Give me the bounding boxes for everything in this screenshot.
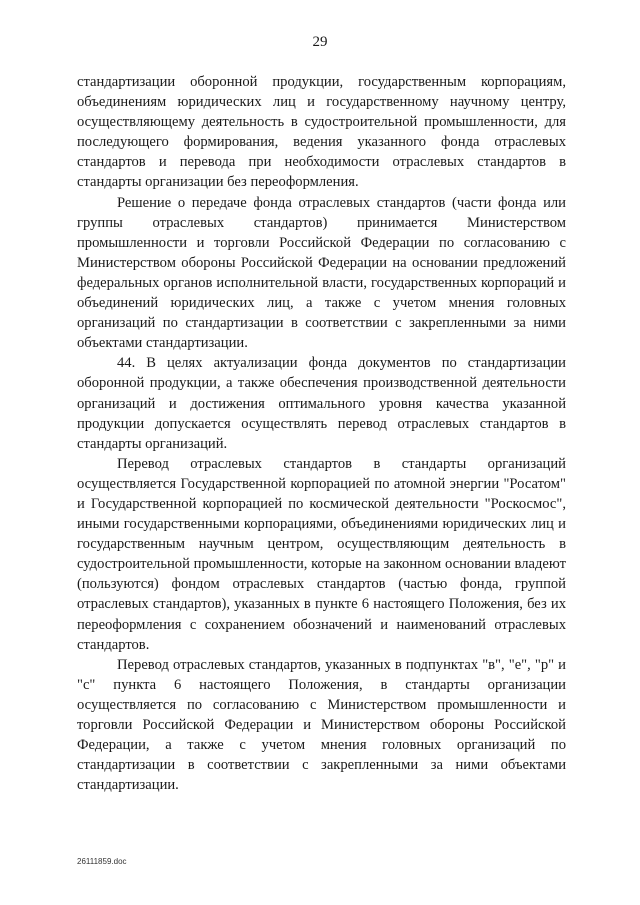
footer-file-name: 26111859.doc (77, 857, 127, 866)
paragraph-clause-44: 44. В целях актуализации фонда документов по стандартизации оборонной продукции, а также обеспечения производственной деятельности организаций и достижения оптимального уровня качества указанной продукции допускается осуществлять перевод отраслевых стандартов в стандарты организаций. (77, 355, 566, 452)
document-body (77, 72, 566, 795)
paragraph-decision-transfer: Решение о передаче фонда отраслевых стандартов (части фонда или группы отраслевых стандартов) принимается Министерством промышленности и торговли Российской Федерации по согласованию с Министерством обороны Российской Федерации на основании предложений федеральных органов исполнительной власти, государственных корпораций и объединений юридических лиц, а также с учетом мнения головных организаций по стандартизации в соответствии с закрепленными за ними объектами стандартизации. (77, 194, 566, 352)
paragraph-transfer-by-corporations: Перевод отраслевых стандартов в стандарты организаций осуществляется Государственной корпорацией по атомной энергии "Росатом" и Государственной корпорацией по космической деятельности "Роскосмос", иными государственными корпорациями, объединениями юридических лиц и государственным научным центром, осуществляющим деятельность в судостроительной промышленности, которые на законном основании владеют (пользуются) фондом отраслевых стандартов (частью фонда, группой отраслевых стандартов), указанных в пункте 6 настоящего Положения, без их переоформления с сохранением обозначений и наименований отраслевых стандартов. (77, 455, 566, 653)
paragraph-continuation: стандартизации оборонной продукции, государственным корпорациям, объединениям юридических лиц и государственному научному центру, осуществляющему деятельность в судостроительной промышленности, для последующего формирования, ведения указанного фонда отраслевых стандартов и перевода при необходимости отраслевых стандартов в стандарты организации без переоформления. (77, 74, 566, 191)
paragraph-transfer-approval: Перевод отраслевых стандартов, указанных в подпунктах "в", "е", "р" и "с" пункта 6 настоящего Положения, в стандарты организации осуществляется по согласованию с Министерством промышленности и торговли Российской Федерации и Министерством обороны Российской Федерации, а также с учетом мнения головных организаций по стандартизации в соответствии с закрепленными за ними объектами стандартизации. (77, 656, 566, 794)
page-number: 29 (312, 34, 328, 50)
